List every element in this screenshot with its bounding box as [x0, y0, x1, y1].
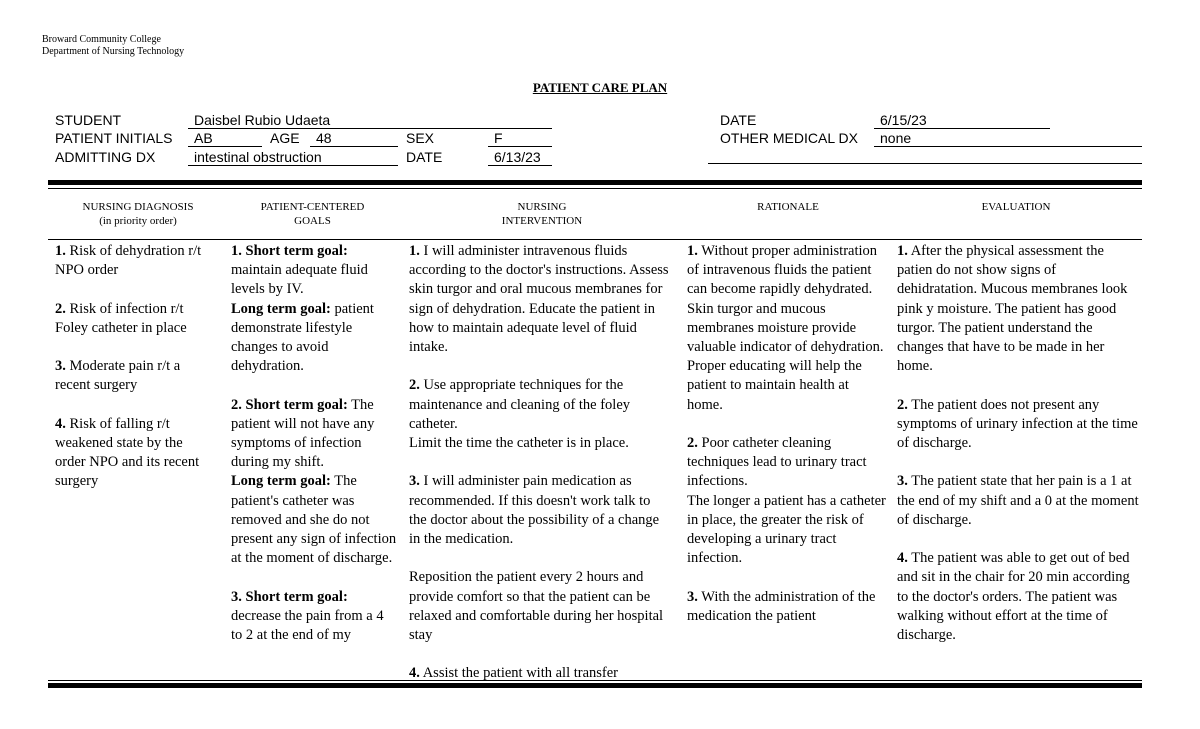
list-item: 1. I will administer intravenous fluids according to the doctor's instructions. Assess skin turgor and oral mucous membranes for sign of dehydration. Educate the patient in how to maintain adequate level of fluid intake. — [409, 243, 669, 356]
col-header-intervention: NURSING INTERVENTION — [501, 201, 583, 227]
goals-column — [231, 242, 397, 680]
patient-info-form — [0, 0, 1200, 180]
admitting-dx-label: ADMITTING DX — [55, 149, 156, 165]
evaluation-column — [897, 242, 1139, 680]
blank-underline — [708, 163, 1142, 164]
student-label: STUDENT — [55, 112, 122, 128]
col-header-diagnosis: NURSING DIAGNOSIS (in priority order) — [82, 201, 194, 227]
header-divider — [48, 239, 1142, 240]
col-header-goals: PATIENT-CENTERED GOALS — [260, 201, 365, 227]
col-header-evaluation: EVALUATION — [981, 201, 1051, 213]
list-item: 3. Moderate pain r/t a recent surgery — [55, 358, 181, 394]
table-top-rule-thin — [48, 188, 1142, 189]
list-item: 4. The patient was able to get out of bed and sit in the chair for 20 min according to the doctor's orders. The patient was walking without effort at the time of discharge. — [897, 550, 1130, 644]
col-header-rationale: RATIONALE — [757, 201, 819, 213]
page-title: PATIENT CARE PLAN — [532, 80, 668, 95]
list-item: 1. Risk of dehydration r/t NPO order — [55, 243, 202, 279]
list-item: Skin turgor and mucous membranes moisture provide valuable indicator of dehydration. — [687, 300, 884, 356]
list-item: 1. After the physical assessment the patien do not show signs of dehidratation. Mucous membranes look pink y moisture. The patient has good turgor. The patient understand the changes that have to be made in her home. — [897, 243, 1128, 375]
list-item: 2. Risk of infection r/t Foley catheter in place — [55, 300, 187, 336]
list-item: 4. Assist the patient with all transfer — [409, 665, 619, 680]
list-item: Long term goal: The patient's catheter was removed and she do not present any sign of infection at the moment of discharge. — [231, 473, 397, 567]
list-item: 2. Poor catheter cleaning techniques lead to urinary tract infections. — [687, 435, 867, 490]
list-item: 1. Short term goal: maintain adequate fluid levels by IV. — [231, 243, 368, 298]
list-item: 3. I will administer pain medication as recommended. If this doesn't work talk to the doctor about the possibility of a change in the medication. — [409, 473, 660, 548]
patient-initials-field[interactable]: AB — [188, 130, 262, 147]
list-item: 3. With the administration of the medication the patient — [687, 588, 876, 624]
intervention-column — [409, 242, 671, 680]
list-item: 1. Without proper administration of intravenous fluids the patient can become rapidly dehydrated. — [687, 243, 878, 298]
rationale-column — [687, 242, 887, 680]
list-item: 3. The patient state that her pain is a 1 at the end of my shift and a 0 at the moment of discharge. — [897, 473, 1139, 528]
list-item: Reposition the patient every 2 hours and provide comfort so that the patient can be relaxed and comfortable during her hospital stay — [409, 569, 664, 644]
date-field[interactable]: 6/15/23 — [874, 112, 1050, 129]
diagnosis-column — [55, 242, 215, 492]
date-label: DATE — [720, 112, 757, 128]
admit-date-label: DATE — [406, 149, 443, 165]
student-field[interactable]: Daisbel Rubio Udaeta — [188, 112, 552, 129]
list-item: Proper educating will help the patient to maintain health at home. — [687, 358, 862, 413]
admitting-dx-field[interactable]: intestinal obstruction — [188, 149, 398, 166]
age-field[interactable]: 48 — [310, 130, 398, 147]
table-bottom-rule — [48, 683, 1142, 688]
table-bottom-rule-thin — [48, 680, 1142, 681]
list-item: Limit the time the catheter is in place. — [409, 435, 629, 452]
other-dx-label: OTHER MEDICAL DX — [720, 130, 858, 146]
other-dx-field[interactable]: none — [874, 130, 1142, 147]
list-item: 3. Short term goal: decrease the pain from a 4 to 2 at the end of my — [231, 588, 384, 644]
table-top-rule — [48, 180, 1142, 185]
list-item: 2. Use appropriate techniques for the maintenance and cleaning of the foley catheter. — [409, 377, 631, 432]
patient-initials-label: PATIENT INITIALS — [55, 130, 173, 146]
sex-label: SEX — [406, 130, 435, 146]
list-item: 2. The patient does not present any symptoms of urinary infection at the time of discharge. — [897, 396, 1138, 452]
college-name: Broward Community College — [42, 34, 161, 45]
list-item: 4. Risk of falling r/t weakened state by the order NPO and its recent surgery — [55, 415, 200, 490]
age-label: AGE — [270, 130, 300, 146]
department-name: Department of Nursing Technology — [42, 46, 185, 57]
list-item: The longer a patient has a catheter in place, the greater the risk of developing a urinary tract infection. — [687, 492, 886, 567]
admit-date-field[interactable]: 6/13/23 — [488, 149, 552, 166]
list-item: 2. Short term goal: The patient will not have any symptoms of infection during my shift. — [231, 396, 375, 471]
list-item: Long term goal: patient demonstrate lifestyle changes to avoid dehydration. — [231, 300, 374, 375]
sex-field[interactable]: F — [488, 130, 552, 147]
